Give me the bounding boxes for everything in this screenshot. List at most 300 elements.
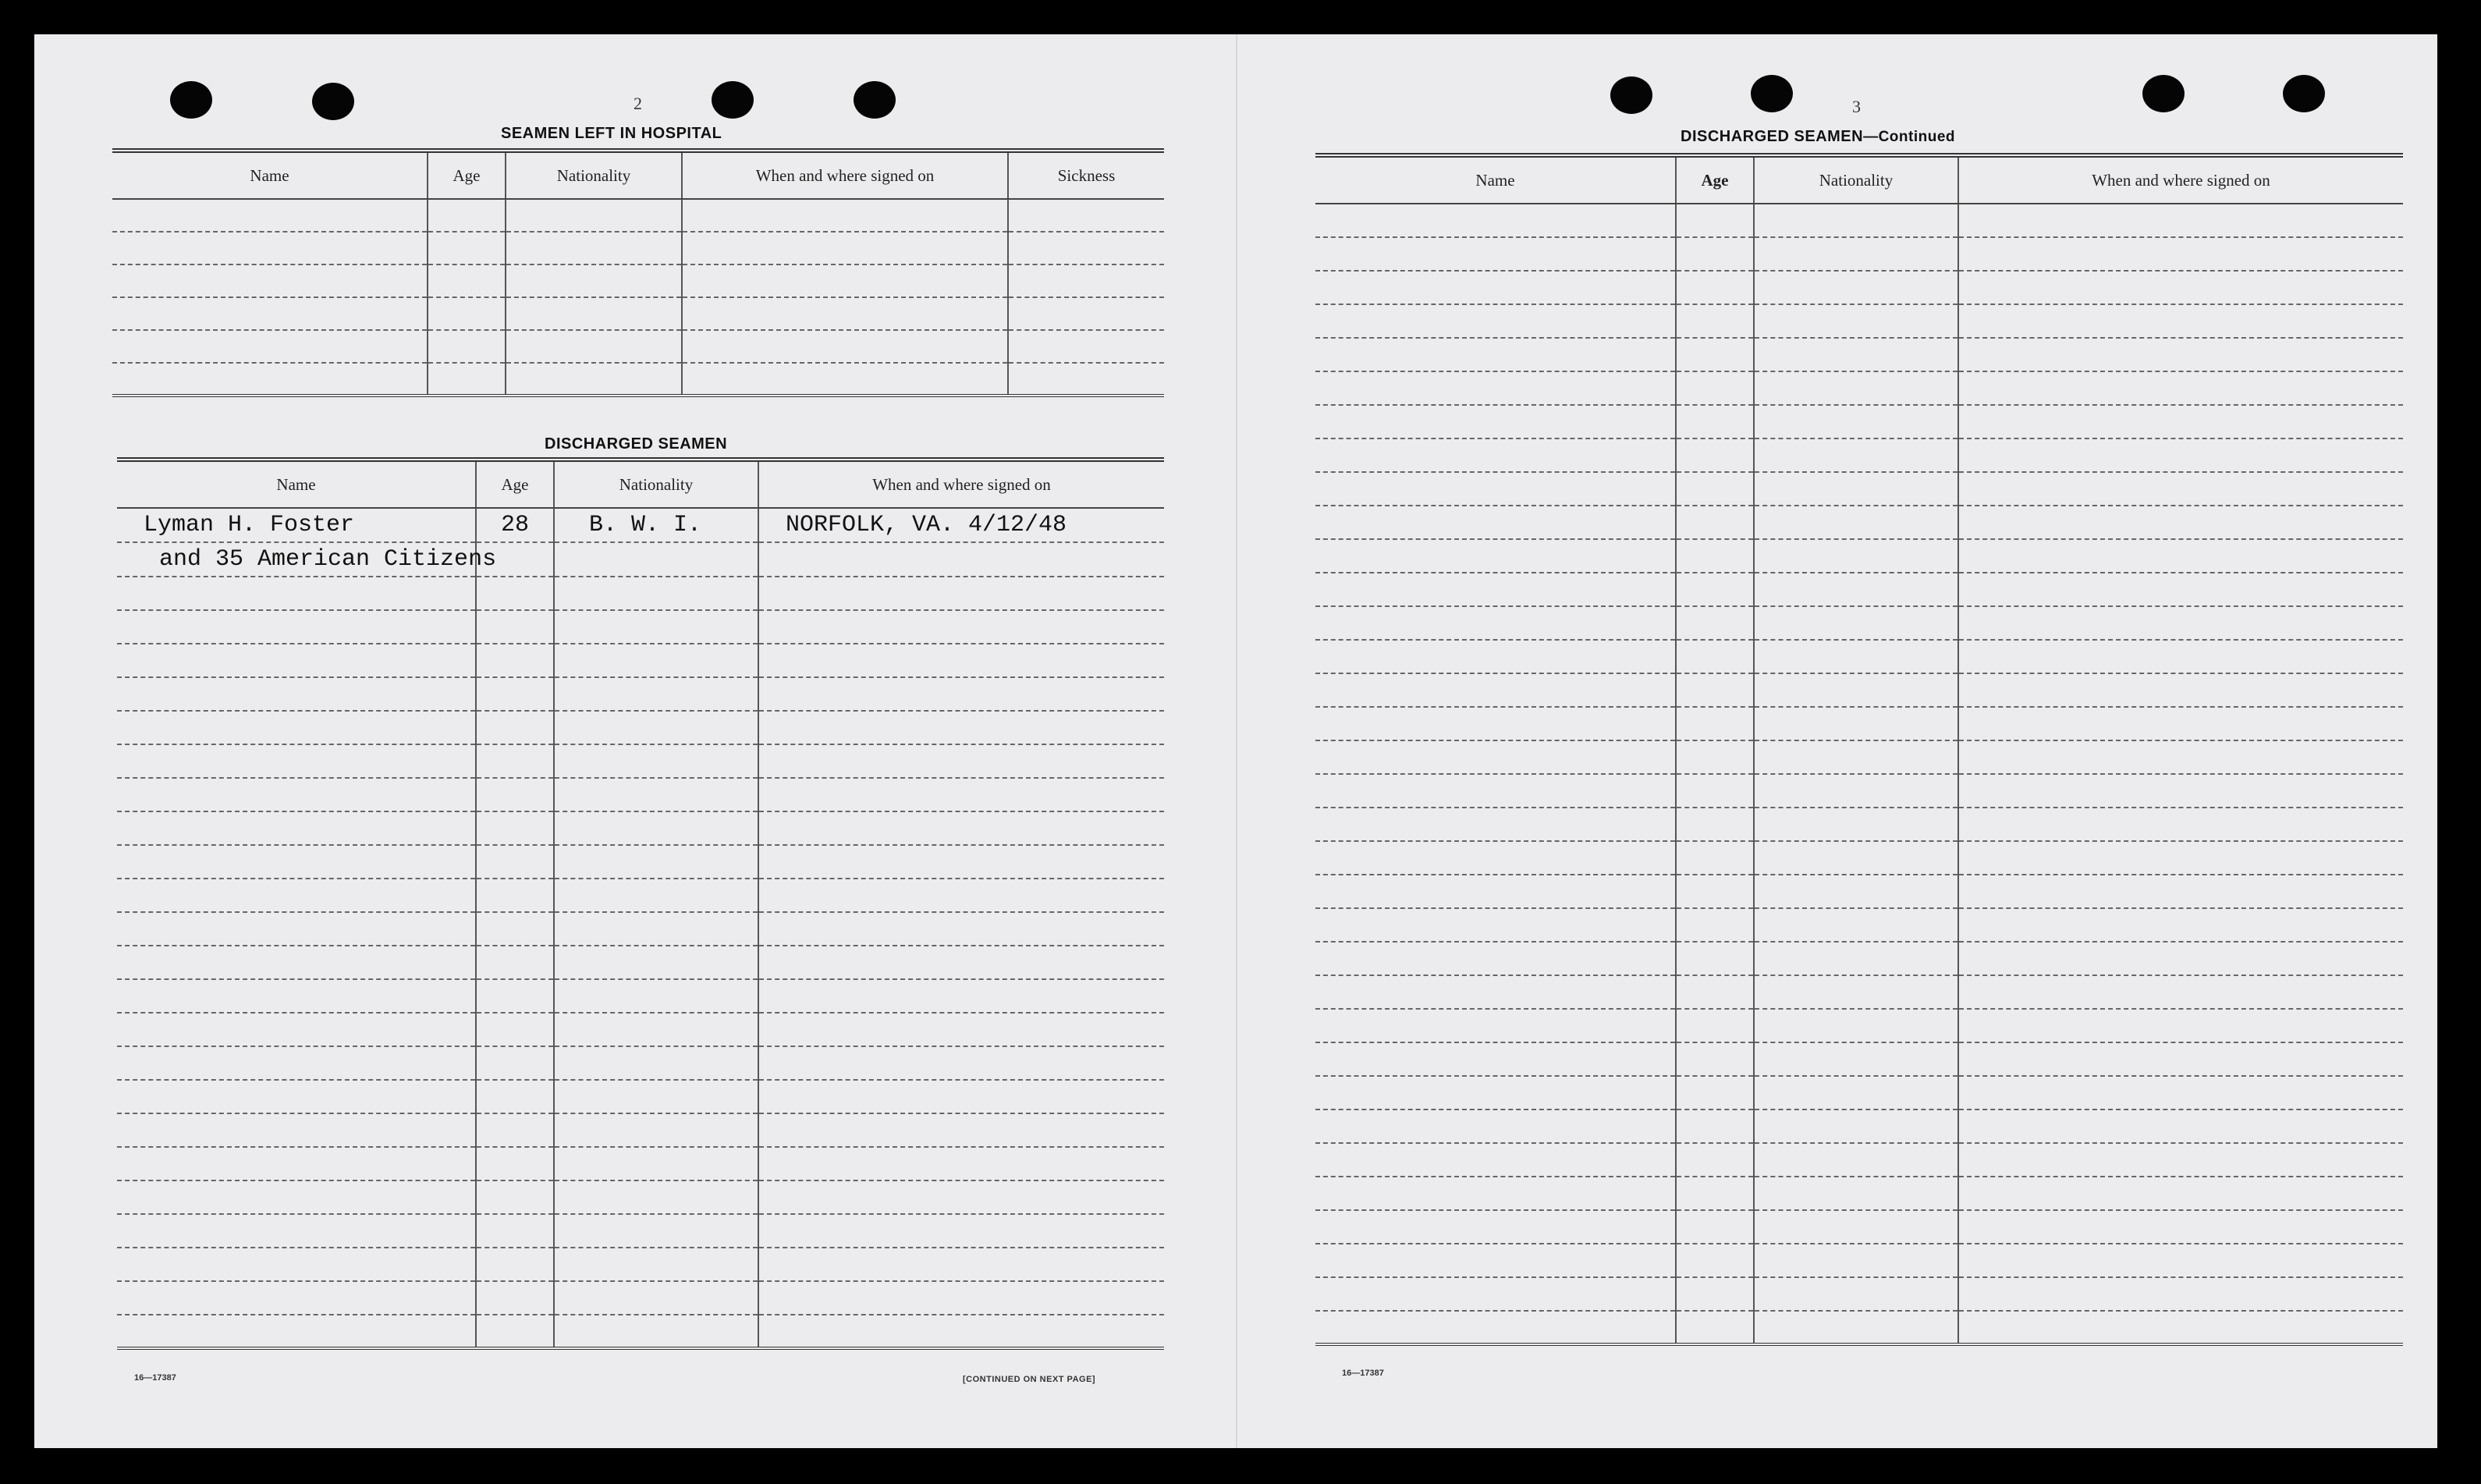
table-row bbox=[117, 508, 1164, 542]
table-row bbox=[117, 1113, 1164, 1147]
blank-cell bbox=[1754, 673, 1958, 707]
blank-cell bbox=[117, 1180, 476, 1214]
blank-cell bbox=[1754, 371, 1958, 405]
table-row bbox=[1315, 1143, 2403, 1177]
blank-cell bbox=[1315, 1109, 1676, 1143]
blank-cell bbox=[1676, 1244, 1754, 1277]
column-header-name: Name bbox=[112, 151, 428, 199]
table-row bbox=[117, 711, 1164, 744]
cell-signed-on: NORFOLK, VA. 4/12/48 bbox=[758, 508, 1164, 542]
blank-cell bbox=[1315, 338, 1676, 371]
blank-cell bbox=[1754, 1210, 1958, 1244]
blank-cell bbox=[1676, 841, 1754, 875]
blank-cell bbox=[1958, 371, 2403, 405]
table-row bbox=[1315, 740, 2403, 774]
blank-cell bbox=[758, 1281, 1164, 1315]
blank-cell bbox=[1958, 1311, 2403, 1344]
blank-cell bbox=[1958, 304, 2403, 338]
blank-cell bbox=[1315, 774, 1676, 808]
blank-cell bbox=[1315, 875, 1676, 908]
blank-cell bbox=[1958, 1009, 2403, 1042]
blank-cell bbox=[1315, 1311, 1676, 1344]
blank-cell bbox=[1754, 506, 1958, 539]
punch-hole bbox=[1751, 75, 1793, 112]
blank-cell bbox=[1315, 506, 1676, 539]
table-row bbox=[117, 1180, 1164, 1214]
blank-cell bbox=[1676, 640, 1754, 673]
blank-cell bbox=[1958, 908, 2403, 942]
punch-hole bbox=[1610, 76, 1652, 114]
punch-hole bbox=[712, 81, 754, 119]
blank-cell bbox=[758, 644, 1164, 677]
table-row bbox=[117, 1248, 1164, 1281]
blank-cell bbox=[554, 912, 758, 946]
column-header-age: Age bbox=[476, 460, 554, 508]
blank-cell bbox=[117, 946, 476, 979]
table-row bbox=[117, 542, 1164, 577]
blank-cell bbox=[1676, 304, 1754, 338]
table-row bbox=[1315, 539, 2403, 573]
blank-cell bbox=[476, 879, 554, 912]
cell-nationality: B. W. I. bbox=[554, 508, 758, 542]
blank-cell bbox=[1676, 237, 1754, 271]
blank-cell bbox=[1315, 472, 1676, 506]
blank-cell bbox=[1958, 539, 2403, 573]
table-row bbox=[1315, 707, 2403, 740]
blank-cell bbox=[1754, 472, 1958, 506]
blank-cell bbox=[1754, 539, 1958, 573]
blank-cell bbox=[1676, 606, 1754, 640]
table-row bbox=[1315, 875, 2403, 908]
table-row bbox=[1315, 1009, 2403, 1042]
blank-cell bbox=[476, 946, 554, 979]
table-row bbox=[1315, 841, 2403, 875]
blank-cell bbox=[758, 811, 1164, 845]
blank-cell bbox=[117, 1214, 476, 1248]
blank-cell bbox=[554, 1147, 758, 1180]
blank-cell bbox=[758, 1315, 1164, 1348]
blank-cell bbox=[1315, 1244, 1676, 1277]
blank-cell bbox=[554, 1113, 758, 1147]
form-code: 16—17387 bbox=[134, 1373, 176, 1383]
blank-cell bbox=[554, 1046, 758, 1080]
blank-cell bbox=[1315, 1076, 1676, 1109]
blank-cell bbox=[758, 912, 1164, 946]
blank-cell bbox=[476, 778, 554, 811]
hospital-table bbox=[112, 148, 1164, 397]
blank-cell bbox=[758, 946, 1164, 979]
blank-cell bbox=[117, 577, 476, 610]
blank-cell bbox=[1315, 304, 1676, 338]
blank-cell bbox=[1754, 405, 1958, 438]
table-row bbox=[1315, 606, 2403, 640]
blank-cell bbox=[554, 845, 758, 879]
table-row bbox=[112, 330, 1164, 363]
blank-cell bbox=[1754, 640, 1958, 673]
column-header-name: Name bbox=[1315, 155, 1676, 204]
table-row bbox=[1315, 1109, 2403, 1143]
blank-cell bbox=[476, 577, 554, 610]
blank-cell bbox=[476, 1315, 554, 1348]
blank-cell bbox=[1754, 1009, 1958, 1042]
blank-cell bbox=[758, 744, 1164, 778]
discharged-table bbox=[117, 457, 1164, 1350]
blank-cell bbox=[1676, 472, 1754, 506]
blank-cell bbox=[117, 1248, 476, 1281]
blank-cell bbox=[1754, 237, 1958, 271]
blank-cell bbox=[117, 1281, 476, 1315]
blank-cell bbox=[1958, 673, 2403, 707]
discharged-continued-table bbox=[1315, 153, 2403, 1346]
form-code: 16—17387 bbox=[1342, 1369, 1384, 1378]
blank-cell bbox=[1315, 908, 1676, 942]
punch-hole bbox=[170, 81, 212, 119]
table-row bbox=[1315, 506, 2403, 539]
table-row bbox=[1315, 338, 2403, 371]
table-row bbox=[117, 778, 1164, 811]
blank-cell bbox=[1754, 808, 1958, 841]
column-header-sickness: Sickness bbox=[1008, 151, 1164, 199]
blank-cell bbox=[1754, 338, 1958, 371]
blank-cell bbox=[1754, 774, 1958, 808]
document-sheet bbox=[34, 34, 2437, 1448]
blank-cell bbox=[476, 677, 554, 711]
blank-cell bbox=[758, 1046, 1164, 1080]
blank-cell bbox=[1676, 1210, 1754, 1244]
blank-cell bbox=[1958, 405, 2403, 438]
blank-cell bbox=[1676, 204, 1754, 237]
blank-cell bbox=[1676, 1143, 1754, 1177]
page-fold bbox=[1236, 34, 1237, 1448]
table-row bbox=[117, 677, 1164, 711]
cell-name: Lyman H. Foster bbox=[117, 508, 476, 542]
table-row bbox=[1315, 673, 2403, 707]
blank-cell bbox=[476, 711, 554, 744]
blank-cell bbox=[1958, 640, 2403, 673]
blank-cell bbox=[758, 610, 1164, 644]
table-row bbox=[1315, 573, 2403, 606]
table-row bbox=[117, 644, 1164, 677]
blank-cell bbox=[1315, 975, 1676, 1009]
blank-cell bbox=[1754, 438, 1958, 472]
page-number: 2 bbox=[634, 94, 642, 113]
blank-cell bbox=[1315, 237, 1676, 271]
blank-cell bbox=[1958, 573, 2403, 606]
blank-cell bbox=[1958, 1210, 2403, 1244]
blank-cell bbox=[1958, 271, 2403, 304]
blank-cell bbox=[554, 1281, 758, 1315]
column-header-nationality: Nationality bbox=[554, 460, 758, 508]
blank-cell bbox=[1958, 1143, 2403, 1177]
blank-cell bbox=[758, 1013, 1164, 1046]
blank-cell bbox=[1754, 1042, 1958, 1076]
blank-cell bbox=[117, 1113, 476, 1147]
blank-cell bbox=[1676, 942, 1754, 975]
blank-cell bbox=[554, 811, 758, 845]
table-row bbox=[1315, 1311, 2403, 1344]
blank-cell bbox=[1754, 1143, 1958, 1177]
blank-cell bbox=[1754, 740, 1958, 774]
blank-cell bbox=[1958, 774, 2403, 808]
table-row bbox=[117, 610, 1164, 644]
blank-cell bbox=[1754, 304, 1958, 338]
blank-cell bbox=[1958, 740, 2403, 774]
table-row bbox=[117, 1080, 1164, 1113]
hospital-section-title: SEAMEN LEFT IN HOSPITAL bbox=[501, 125, 722, 142]
blank-cell bbox=[758, 1214, 1164, 1248]
blank-cell bbox=[117, 744, 476, 778]
blank-cell bbox=[554, 1080, 758, 1113]
table-row bbox=[112, 264, 1164, 297]
blank-cell bbox=[554, 979, 758, 1013]
blank-cell bbox=[1315, 1177, 1676, 1210]
table-row bbox=[117, 1315, 1164, 1348]
blank-cell bbox=[1676, 1009, 1754, 1042]
blank-cell bbox=[1315, 606, 1676, 640]
blank-cell bbox=[1315, 573, 1676, 606]
table-row bbox=[117, 577, 1164, 610]
blank-cell bbox=[1676, 1109, 1754, 1143]
blank-cell bbox=[1754, 1277, 1958, 1311]
blank-cell bbox=[1958, 1277, 2403, 1311]
blank-cell bbox=[1676, 975, 1754, 1009]
column-header-nationality: Nationality bbox=[1754, 155, 1958, 204]
blank-cell bbox=[476, 979, 554, 1013]
blank-cell bbox=[1676, 808, 1754, 841]
table-row bbox=[1315, 371, 2403, 405]
table-row bbox=[117, 946, 1164, 979]
table-row bbox=[1315, 774, 2403, 808]
blank-cell bbox=[1958, 707, 2403, 740]
blank-cell bbox=[1754, 606, 1958, 640]
blank-cell bbox=[476, 610, 554, 644]
blank-cell bbox=[1315, 707, 1676, 740]
column-header-nationality: Nationality bbox=[506, 151, 682, 199]
blank-cell bbox=[1315, 1009, 1676, 1042]
table-row bbox=[112, 199, 1164, 232]
blank-cell bbox=[476, 644, 554, 677]
table-row bbox=[1315, 271, 2403, 304]
blank-cell bbox=[1958, 472, 2403, 506]
punch-hole bbox=[312, 83, 354, 120]
blank-cell bbox=[117, 879, 476, 912]
blank-cell bbox=[1315, 1277, 1676, 1311]
blank-cell bbox=[1315, 740, 1676, 774]
blank-cell bbox=[758, 1113, 1164, 1147]
table-row bbox=[1315, 1210, 2403, 1244]
table-row bbox=[1315, 304, 2403, 338]
table-row bbox=[117, 1147, 1164, 1180]
blank-cell bbox=[1315, 1042, 1676, 1076]
table-row bbox=[1315, 975, 2403, 1009]
table-row bbox=[117, 845, 1164, 879]
blank-cell bbox=[117, 979, 476, 1013]
blank-cell bbox=[758, 1147, 1164, 1180]
blank-cell bbox=[758, 1248, 1164, 1281]
table-row bbox=[117, 744, 1164, 778]
blank-cell bbox=[117, 1046, 476, 1080]
blank-cell bbox=[476, 1214, 554, 1248]
blank-cell bbox=[1958, 1244, 2403, 1277]
table-row bbox=[112, 363, 1164, 396]
blank-cell bbox=[1958, 338, 2403, 371]
discharged-continued-title bbox=[1681, 128, 1955, 146]
page-number: 3 bbox=[1852, 97, 1861, 116]
column-header-signed-on: When and where signed on bbox=[1958, 155, 2403, 204]
blank-cell bbox=[1676, 774, 1754, 808]
blank-cell bbox=[758, 577, 1164, 610]
blank-cell bbox=[117, 677, 476, 711]
blank-cell bbox=[554, 610, 758, 644]
blank-cell bbox=[1958, 1177, 2403, 1210]
title-main: DISCHARGED SEAMEN bbox=[1681, 128, 1864, 145]
table-row bbox=[1315, 1076, 2403, 1109]
blank-cell bbox=[1676, 539, 1754, 573]
blank-cell bbox=[1676, 673, 1754, 707]
blank-cell bbox=[554, 1180, 758, 1214]
table-row bbox=[112, 297, 1164, 330]
blank-cell bbox=[117, 778, 476, 811]
table-row bbox=[1315, 1244, 2403, 1277]
blank-cell bbox=[117, 644, 476, 677]
blank-cell bbox=[554, 644, 758, 677]
blank-cell bbox=[1958, 1042, 2403, 1076]
blank-cell bbox=[758, 677, 1164, 711]
punch-hole bbox=[854, 81, 896, 119]
blank-cell bbox=[1958, 875, 2403, 908]
blank-cell bbox=[1315, 271, 1676, 304]
blank-cell bbox=[117, 845, 476, 879]
blank-cell bbox=[1676, 1277, 1754, 1311]
cell-name: and 35 American Citizens bbox=[117, 542, 476, 577]
column-header-signed-on: When and where signed on bbox=[758, 460, 1164, 508]
column-header-name: Name bbox=[117, 460, 476, 508]
blank-cell bbox=[1754, 1244, 1958, 1277]
blank-cell bbox=[1958, 237, 2403, 271]
blank-cell bbox=[476, 1013, 554, 1046]
table-row bbox=[117, 979, 1164, 1013]
table-row bbox=[117, 1046, 1164, 1080]
blank-cell bbox=[1958, 975, 2403, 1009]
blank-cell bbox=[476, 1248, 554, 1281]
blank-cell bbox=[554, 1248, 758, 1281]
blank-cell bbox=[1315, 539, 1676, 573]
column-header-age: Age bbox=[1676, 155, 1754, 204]
blank-cell bbox=[1315, 673, 1676, 707]
table-row bbox=[1315, 808, 2403, 841]
blank-cell bbox=[1676, 438, 1754, 472]
blank-cell bbox=[554, 778, 758, 811]
blank-cell bbox=[1315, 808, 1676, 841]
blank-cell bbox=[1754, 573, 1958, 606]
table-row bbox=[1315, 237, 2403, 271]
column-header-age: Age bbox=[428, 151, 506, 199]
blank-cell bbox=[554, 1013, 758, 1046]
blank-cell bbox=[476, 845, 554, 879]
blank-cell bbox=[1315, 1143, 1676, 1177]
blank-cell bbox=[1754, 841, 1958, 875]
blank-cell bbox=[1315, 405, 1676, 438]
blank-cell bbox=[554, 711, 758, 744]
blank-cell bbox=[1315, 841, 1676, 875]
blank-cell bbox=[1958, 942, 2403, 975]
table-row bbox=[1315, 472, 2403, 506]
blank-cell bbox=[1958, 841, 2403, 875]
punch-hole bbox=[2142, 75, 2185, 112]
table-row bbox=[117, 811, 1164, 845]
blank-cell bbox=[476, 744, 554, 778]
blank-cell bbox=[554, 1214, 758, 1248]
blank-cell bbox=[758, 979, 1164, 1013]
table-row bbox=[1315, 1042, 2403, 1076]
blank-cell bbox=[758, 1180, 1164, 1214]
blank-cell bbox=[1958, 808, 2403, 841]
table-row bbox=[117, 912, 1164, 946]
blank-cell bbox=[1315, 204, 1676, 237]
blank-cell bbox=[1754, 204, 1958, 237]
blank-cell bbox=[1958, 1076, 2403, 1109]
blank-cell bbox=[1676, 1177, 1754, 1210]
blank-cell bbox=[1958, 204, 2403, 237]
blank-cell bbox=[117, 912, 476, 946]
blank-cell bbox=[476, 1080, 554, 1113]
table-row bbox=[1315, 640, 2403, 673]
blank-cell bbox=[476, 1281, 554, 1315]
blank-cell bbox=[1754, 975, 1958, 1009]
continued-note: [CONTINUED ON NEXT PAGE] bbox=[963, 1375, 1096, 1384]
blank-cell bbox=[1958, 506, 2403, 539]
blank-cell bbox=[1676, 1042, 1754, 1076]
table-row bbox=[1315, 942, 2403, 975]
blank-cell bbox=[1754, 1177, 1958, 1210]
table-row bbox=[1315, 204, 2403, 237]
table-row bbox=[117, 879, 1164, 912]
blank-cell bbox=[1754, 1109, 1958, 1143]
blank-cell bbox=[117, 610, 476, 644]
blank-cell bbox=[554, 577, 758, 610]
blank-cell bbox=[758, 879, 1164, 912]
blank-cell bbox=[1676, 506, 1754, 539]
blank-cell bbox=[1676, 707, 1754, 740]
blank-cell bbox=[1754, 707, 1958, 740]
blank-cell bbox=[476, 1046, 554, 1080]
blank-cell bbox=[1676, 405, 1754, 438]
table-row bbox=[1315, 1277, 2403, 1311]
blank-cell bbox=[117, 1147, 476, 1180]
table-row bbox=[1315, 1177, 2403, 1210]
blank-cell bbox=[117, 811, 476, 845]
blank-cell bbox=[117, 1315, 476, 1348]
blank-cell bbox=[1315, 942, 1676, 975]
blank-cell bbox=[476, 811, 554, 845]
blank-cell bbox=[1676, 740, 1754, 774]
blank-cell bbox=[1676, 875, 1754, 908]
table-row bbox=[117, 1013, 1164, 1046]
title-continued: —Continued bbox=[1863, 129, 1956, 145]
blank-cell bbox=[554, 1315, 758, 1348]
blank-cell bbox=[758, 778, 1164, 811]
blank-cell bbox=[554, 744, 758, 778]
blank-cell bbox=[758, 845, 1164, 879]
blank-cell bbox=[758, 711, 1164, 744]
blank-cell bbox=[758, 1080, 1164, 1113]
blank-cell bbox=[1676, 271, 1754, 304]
blank-cell bbox=[1754, 908, 1958, 942]
table-row bbox=[1315, 908, 2403, 942]
blank-cell bbox=[1754, 1076, 1958, 1109]
blank-cell bbox=[117, 711, 476, 744]
blank-cell bbox=[1958, 606, 2403, 640]
